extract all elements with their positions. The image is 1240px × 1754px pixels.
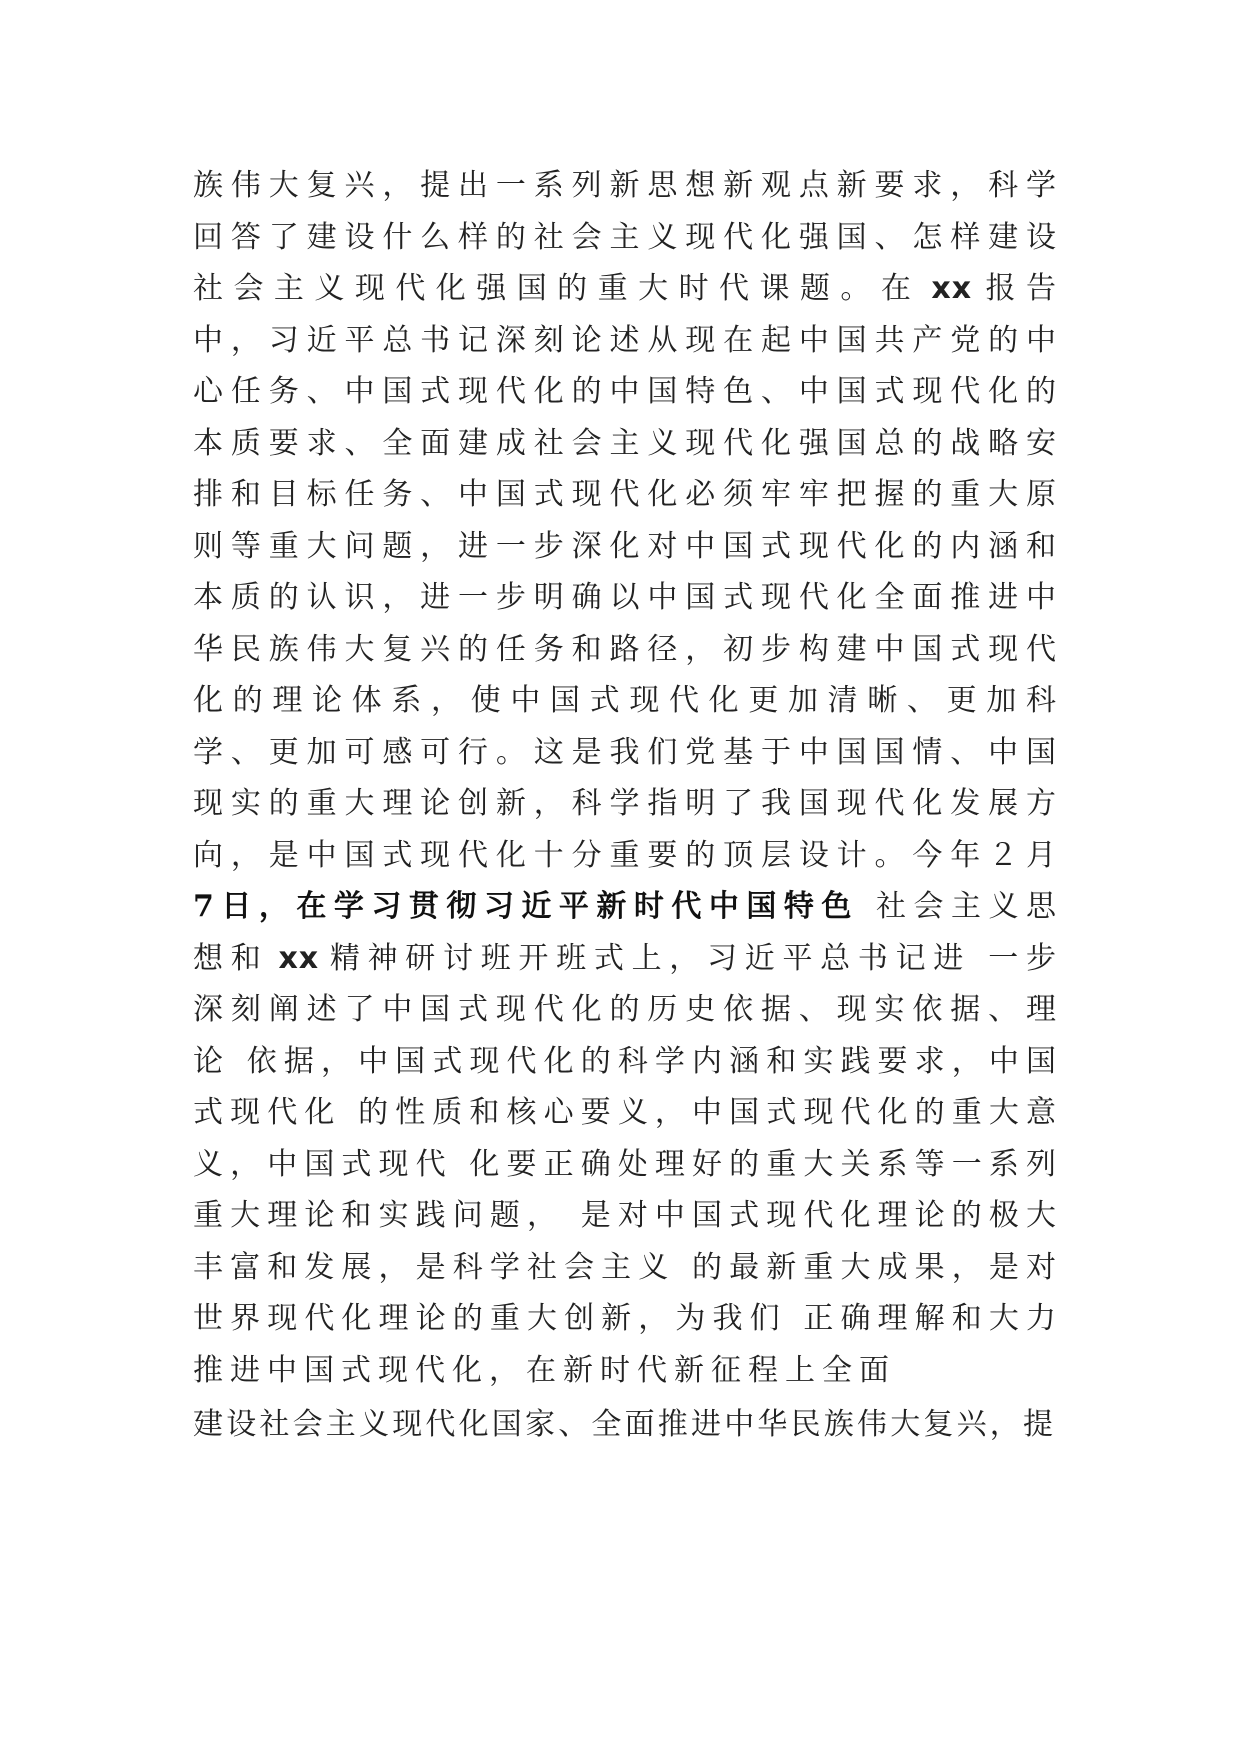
paragraph-segment-1: 族伟大复兴，提出一系列新思想新观点新要求，科学回答了建设什么样的社会主义现代化强国、怎样建设社会主义现代化强国的重大时代课题。在	[193, 168, 1063, 306]
body-paragraph	[193, 160, 1063, 1396]
next-paragraph-line: 建设社会主义现代化国家、全面推进中华民族伟大复兴，提	[193, 1407, 1057, 1442]
redacted-term-xx: xx	[931, 271, 973, 306]
paragraph-segment-3: 社会主义思想和	[193, 889, 1063, 976]
paragraph-segment-2: 报告中，习近平总书记深刻论述从现在起中国共产党的中心任务、中国式现代化的中国特色、中国式现代化的本质要求、全面建成社会主义现代化强国总的战略安排和目标任务、中国式现代化必须牢牢把握的重大原则等重大问题，进一步深化对中国式现代化的内涵和本质的认识，进一步明确以中国式现代化全面推进中华民族伟大复兴的任务和路径，初步构建中国式现代化的理论体系，使中国式现代化更加清晰、更加科学、更加可感可行。这是我们党基于中国国情、中国现实的重大理论创新，科学指明了我国现代化发展方向，是中国式现代化十分重要的顶层设计。今年２月	[193, 271, 1064, 873]
redacted-term-xx: xx	[278, 940, 320, 976]
bold-emphasis-text: 7日，在学习贯彻习近平新时代中国特色	[193, 889, 859, 924]
paragraph-segment-4: 精神研讨班开班式上，习近平总书记进 一步深刻阐述了中国式现代化的历史依据、现实依据、理论 依据，中国式现代化的科学内涵和实践要求，中国式现代化 的性质和核心要义，中国式现代化的重大意义，中国式现代 化要正确处理好的重大关系等一系列重大理论和实践问题， 是对中国式现代化理论的极大丰富和发展，是科学社会主义 的最新重大成果，是对世界现代化理论的重大创新，为我们 正确理解和大力推进中国式现代化，在新时代新征程上全面	[193, 940, 1063, 1388]
